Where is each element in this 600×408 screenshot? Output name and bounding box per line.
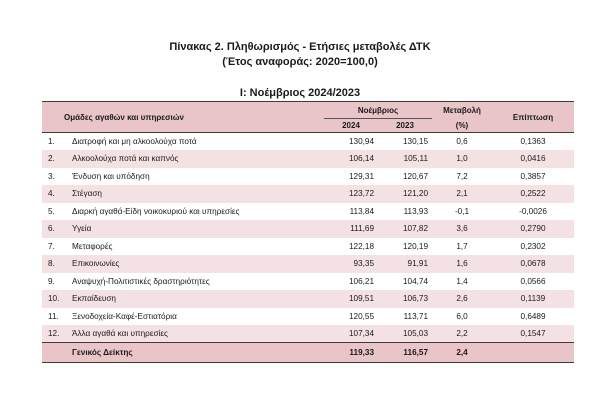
row-value-2023: 91,91 bbox=[378, 255, 432, 273]
row-value-2024: 130,94 bbox=[348, 137, 375, 146]
row-number: 10. bbox=[42, 290, 68, 308]
row-change: 3,6 bbox=[432, 220, 492, 238]
header-months: Νοέμβριος bbox=[324, 102, 432, 119]
row-value-2024: 122,18 bbox=[348, 241, 375, 251]
row-effect: 0,6489 bbox=[520, 311, 546, 321]
row-change: 1,7 bbox=[456, 241, 468, 251]
table-row bbox=[42, 290, 574, 308]
row-effect: 0,0566 bbox=[520, 276, 546, 286]
row-effect: 0,0416 bbox=[492, 150, 574, 168]
table-row bbox=[42, 255, 574, 273]
row-number: 4. bbox=[42, 185, 68, 203]
row-value-2023: 113,93 bbox=[403, 206, 429, 216]
table-row bbox=[42, 238, 574, 256]
row-number: 9. bbox=[48, 276, 55, 286]
row-category: Υγεία bbox=[68, 220, 324, 238]
row-value-2023: 105,03 bbox=[378, 325, 432, 343]
table-row bbox=[42, 150, 574, 168]
table-body bbox=[42, 133, 574, 343]
row-value-2024: 107,34 bbox=[324, 325, 378, 343]
total-change: 2,4 bbox=[432, 343, 492, 363]
row-number: 1. bbox=[48, 137, 55, 146]
row-effect: -0,0026 bbox=[519, 206, 547, 216]
row-number: 2. bbox=[42, 150, 68, 168]
row-effect: 0,3857 bbox=[520, 171, 546, 181]
row-value-2024: 109,51 bbox=[324, 290, 378, 308]
table-row bbox=[42, 325, 574, 343]
row-change: 1,4 bbox=[456, 276, 468, 286]
row-category: Διατροφή και μη αλκοολούχα ποτά bbox=[72, 137, 197, 146]
row-value-2024: 106,21 bbox=[348, 276, 375, 286]
row-category: Άλλα αγαθά και υπηρεσίες bbox=[68, 325, 324, 343]
table-row bbox=[42, 203, 574, 221]
total-row bbox=[42, 343, 574, 363]
header-effect: Επίπτωση bbox=[492, 102, 574, 133]
row-value-2023: 104,74 bbox=[402, 276, 429, 286]
table-row bbox=[42, 168, 574, 186]
row-value-2024: 120,55 bbox=[348, 311, 375, 321]
total-2023: 116,57 bbox=[378, 343, 432, 363]
row-value-2023: 106,73 bbox=[378, 290, 432, 308]
table-subtitle: (Έτος αναφοράς: 2020=100,0) bbox=[222, 56, 378, 68]
row-change: 2,2 bbox=[432, 325, 492, 343]
row-value-2023: 130,15 bbox=[402, 137, 429, 146]
row-value-2023: 107,82 bbox=[378, 220, 432, 238]
row-value-2023: 113,71 bbox=[403, 311, 429, 321]
row-effect: 0,1547 bbox=[492, 325, 574, 343]
row-change: 7,2 bbox=[456, 171, 468, 181]
row-change: 6,0 bbox=[456, 311, 468, 321]
row-number: 3. bbox=[48, 171, 55, 181]
row-value-2023: 105,11 bbox=[378, 150, 432, 168]
row-change: 0,6 bbox=[456, 137, 468, 146]
period-label: Ι: Νοέμβριος 2024/2023 bbox=[239, 87, 361, 99]
table-row bbox=[42, 185, 574, 203]
row-value-2024: 123,72 bbox=[324, 185, 378, 203]
row-category: Ξενοδοχεία-Καφέ-Εστιατόρια bbox=[72, 311, 177, 321]
row-number: 6. bbox=[42, 220, 68, 238]
row-category: Αλκοολούχα ποτά και καπνός bbox=[68, 150, 324, 168]
row-category: Μεταφορές bbox=[72, 241, 113, 251]
row-effect: 0,2790 bbox=[492, 220, 574, 238]
row-change: 2,6 bbox=[432, 290, 492, 308]
row-change: 2,1 bbox=[432, 185, 492, 203]
table-row bbox=[42, 308, 574, 326]
row-value-2023: 121,20 bbox=[378, 185, 432, 203]
row-value-2024: 129,31 bbox=[348, 171, 375, 181]
row-category: Στέγαση bbox=[68, 185, 324, 203]
row-value-2024: 111,69 bbox=[324, 220, 378, 238]
row-effect: 0,2302 bbox=[520, 241, 546, 251]
row-number: 11. bbox=[48, 311, 59, 321]
header-groups: Ομάδες αγαθών και υπηρεσιών bbox=[42, 102, 324, 133]
table-title: Πίνακας 2. Πληθωρισμός - Ετήσιες μεταβολές ΔΤΚ bbox=[169, 41, 431, 53]
total-label: Γενικός Δείκτης bbox=[68, 343, 324, 363]
row-number: 12. bbox=[42, 325, 68, 343]
total-2024: 119,33 bbox=[324, 343, 378, 363]
table-row bbox=[42, 133, 574, 151]
row-category: Διαρκή αγαθά-Είδη νοικοκυριού και υπηρεσίες bbox=[72, 206, 240, 216]
row-effect: 0,1139 bbox=[492, 290, 574, 308]
header-change-unit: (%) bbox=[432, 119, 492, 133]
row-effect: 0,0678 bbox=[492, 255, 574, 273]
row-value-2023: 120,67 bbox=[402, 171, 429, 181]
row-value-2024: 93,35 bbox=[324, 255, 378, 273]
row-category: Αναψυχή-Πολιτιστικές δραστηριότητες bbox=[72, 276, 210, 286]
row-category: Ένδυση και υπόδηση bbox=[72, 171, 150, 181]
inflation-table bbox=[42, 101, 574, 363]
row-category: Εκπαίδευση bbox=[68, 290, 324, 308]
table-row bbox=[42, 273, 574, 291]
row-number: 5. bbox=[48, 206, 55, 216]
row-value-2024: 113,84 bbox=[349, 206, 375, 216]
row-effect: 0,2522 bbox=[492, 185, 574, 203]
header-year-2024: 2024 bbox=[324, 119, 378, 133]
table-row bbox=[42, 220, 574, 238]
row-change: -0,1 bbox=[454, 206, 470, 216]
row-number: 8. bbox=[42, 255, 68, 273]
row-value-2024: 106,14 bbox=[324, 150, 378, 168]
row-number: 7. bbox=[48, 241, 55, 251]
row-effect: 0,1363 bbox=[520, 137, 546, 146]
header-change: Μεταβολή bbox=[432, 102, 492, 119]
row-category: Επικοινωνίες bbox=[68, 255, 324, 273]
row-change: 1,0 bbox=[432, 150, 492, 168]
row-change: 1,6 bbox=[432, 255, 492, 273]
header-year-2023: 2023 bbox=[378, 119, 432, 133]
row-value-2023: 120,19 bbox=[402, 241, 429, 251]
